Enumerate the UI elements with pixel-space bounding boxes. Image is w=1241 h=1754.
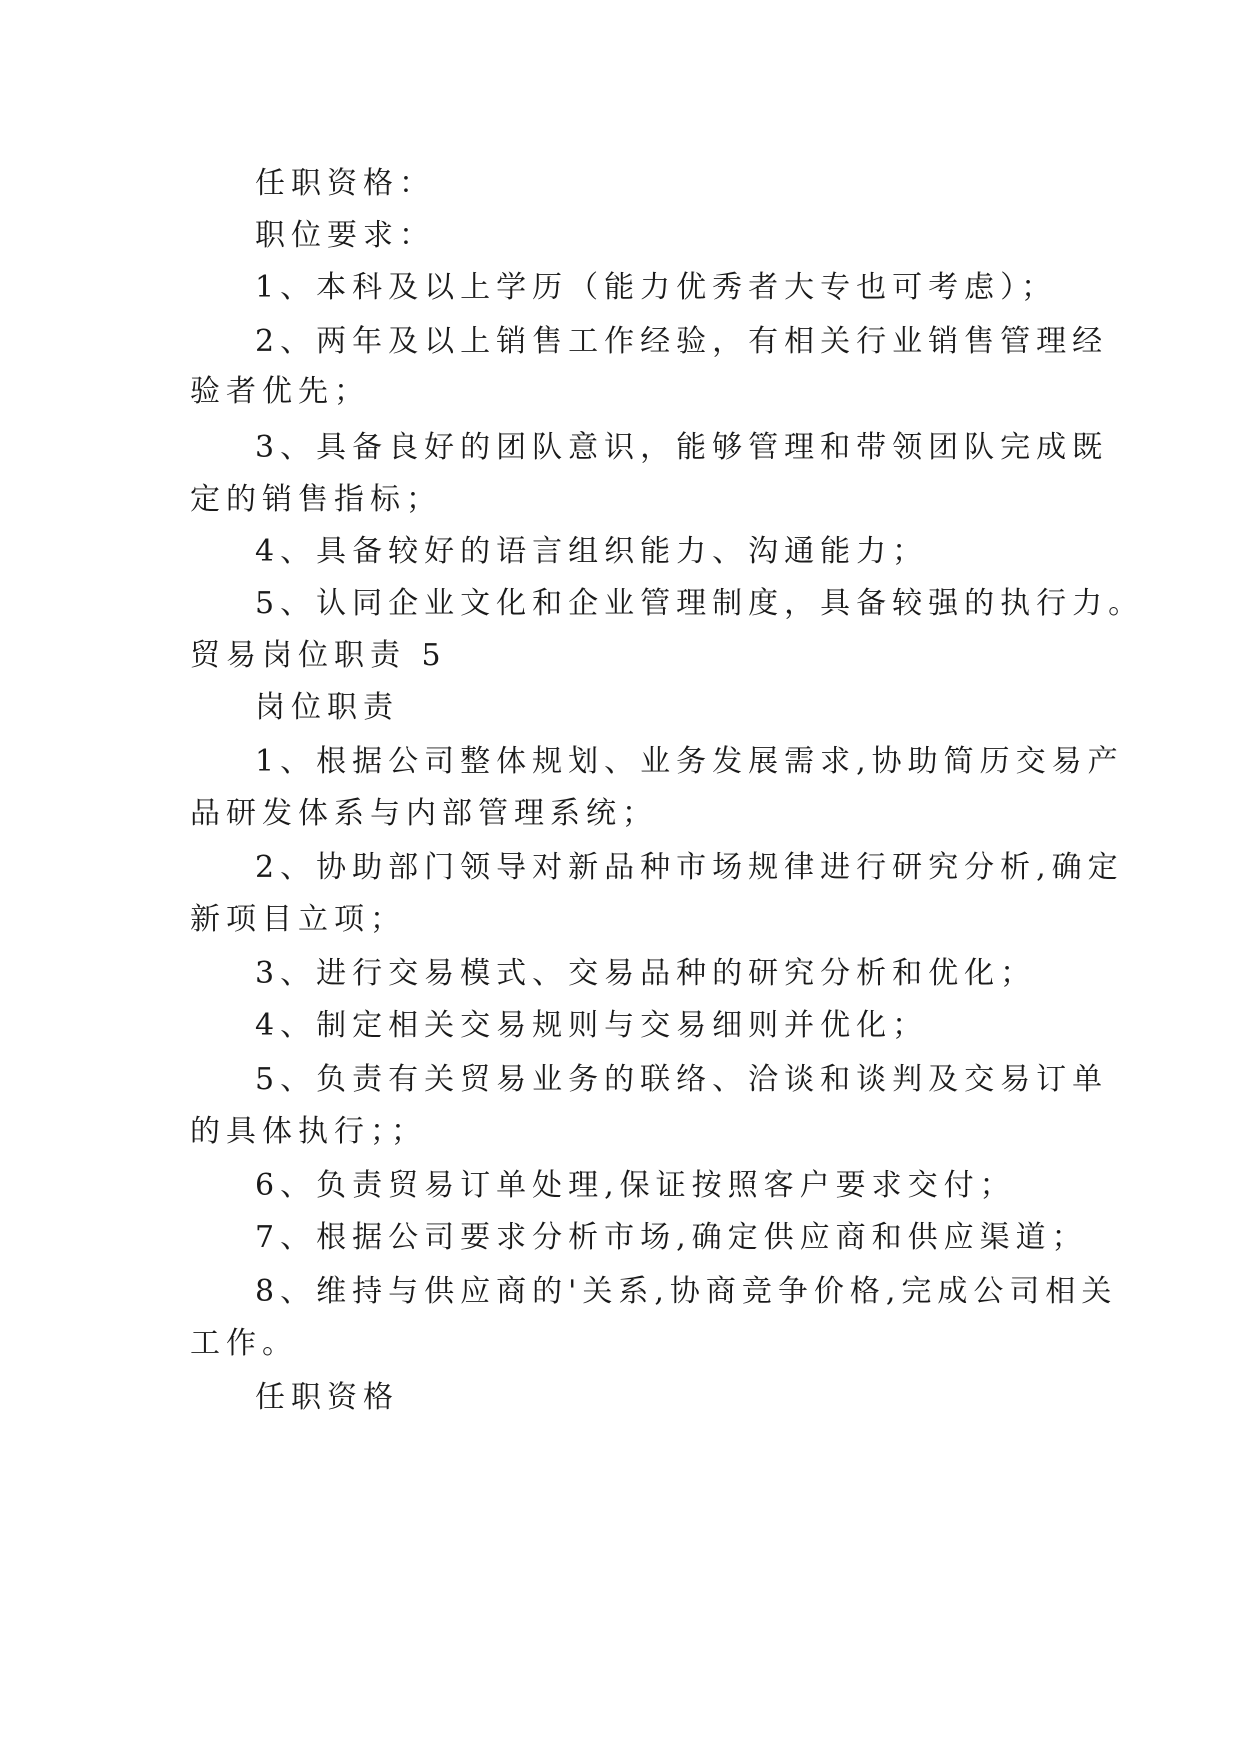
duty-item-6: 6、负责贸易订单处理,保证按照客户要求交付； xyxy=(255,1168,1016,1203)
qualifications-heading-2: 任职资格 xyxy=(255,1380,399,1415)
duty-item-2-continued: 新项目立项； xyxy=(190,902,406,937)
duty-item-1: 1、根据公司整体规划、业务发展需求,协助简历交易产 xyxy=(255,744,1124,779)
duty-item-3: 3、进行交易模式、交易品种的研究分析和优化； xyxy=(255,956,1037,991)
requirement-item-5: 5、认同企业文化和企业管理制度，具备较强的执行力。 xyxy=(255,586,1145,621)
duty-item-8: 8、维持与供应商的'关系,协商竞争价格,完成公司相关 xyxy=(255,1274,1118,1309)
requirement-item-2-continued: 验者优先； xyxy=(190,374,370,409)
duty-item-5-continued: 的具体执行；； xyxy=(190,1114,427,1149)
duty-item-1-continued: 品研发体系与内部管理系统； xyxy=(190,796,658,831)
qualifications-heading: 任职资格： xyxy=(255,166,435,201)
duty-item-4: 4、制定相关交易规则与交易细则并优化； xyxy=(255,1008,929,1043)
requirement-item-1: 1、本科及以上学历（能力优秀者大专也可考虑）； xyxy=(255,270,1058,305)
requirement-item-2: 2、两年及以上销售工作经验，有相关行业销售管理经 xyxy=(255,324,1109,359)
requirement-item-3: 3、具备良好的团队意识，能够管理和带领团队完成既 xyxy=(255,430,1109,465)
section-title: 贸易岗位职责 5 xyxy=(190,638,447,673)
duty-item-7: 7、根据公司要求分析市场,确定供应商和供应渠道； xyxy=(255,1220,1088,1255)
requirement-item-4: 4、具备较好的语言组织能力、沟通能力； xyxy=(255,534,929,569)
duties-heading: 岗位职责 xyxy=(255,690,399,725)
duty-item-2: 2、协助部门领导对新品种市场规律进行研究分析,确定 xyxy=(255,850,1124,885)
duty-item-8-continued: 工作。 xyxy=(190,1326,298,1361)
duty-item-5: 5、负责有关贸易业务的联络、洽谈和谈判及交易订单 xyxy=(255,1062,1109,1097)
requirement-item-3-continued: 定的销售指标； xyxy=(190,482,442,517)
requirements-heading: 职位要求： xyxy=(255,218,435,253)
